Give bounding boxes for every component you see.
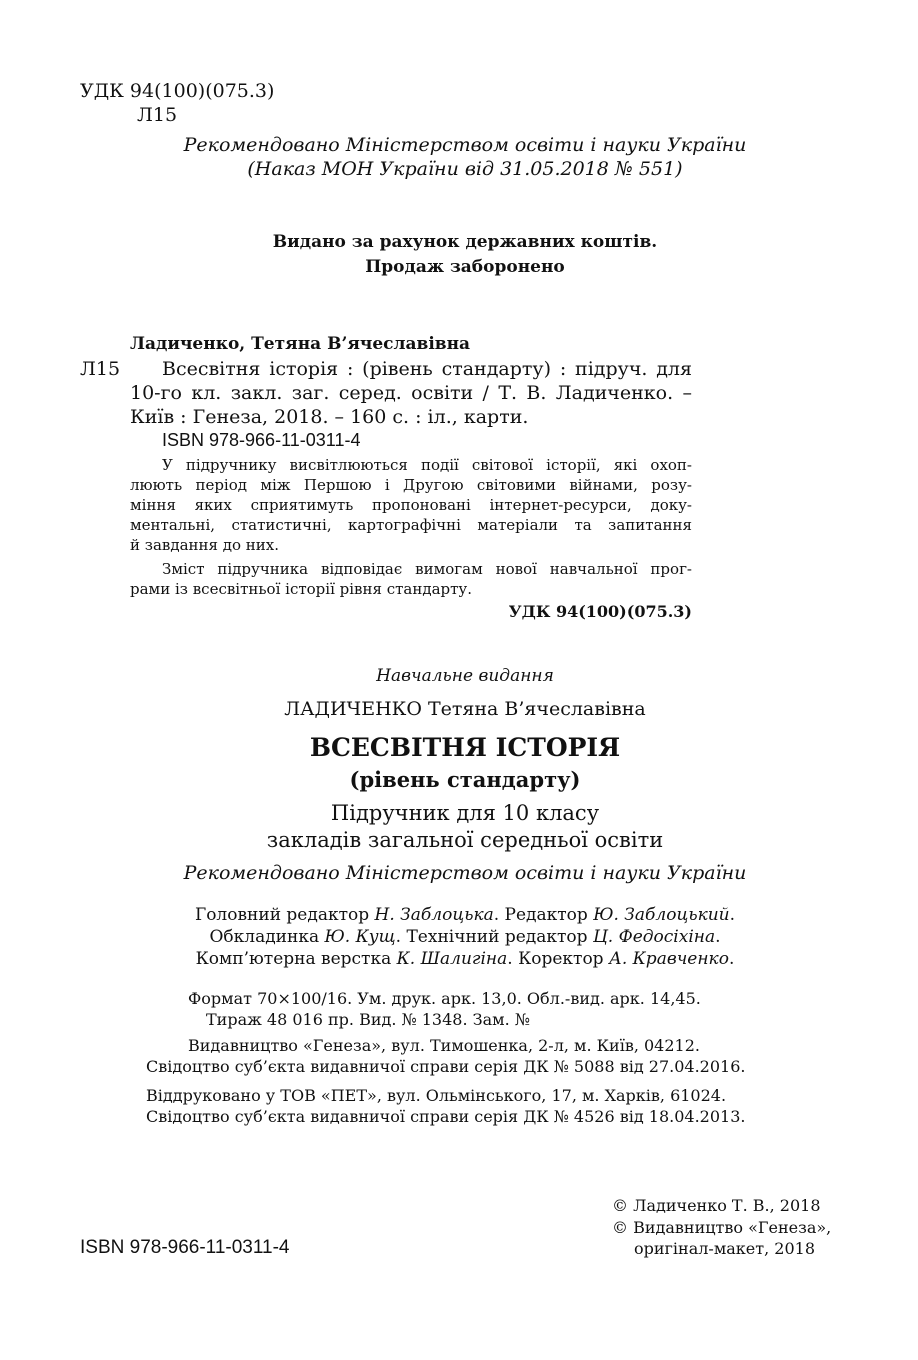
recommendation-top: Рекомендовано Міністерством освіти і науки України (183, 134, 747, 156)
biblio-isbn: ISBN 978-966-11-0311-4 (162, 430, 361, 450)
annotation-line: рами із всесвітньої історії рівня стандарту. (130, 580, 473, 598)
book-subtitle: (рівень стандарту) (349, 767, 581, 792)
annotation-line: ментальні, статистичні, картографічні матеріали та запитання (130, 516, 692, 534)
ministry-order: (Наказ МОН України від 31.05.2018 № 551) (247, 158, 683, 180)
annotation-line: міння яких сприятимуть пропоновані інтернет-ресурси, доку- (130, 496, 692, 514)
annotation-line: У підручнику висвітлюються події світової історії, які охоп- (162, 456, 692, 474)
role-label: . Редактор (493, 905, 594, 925)
biblio-index: Л15 (80, 358, 121, 380)
punctuation: . (715, 927, 721, 947)
state-funds-notice: Видано за рахунок державних коштів. (272, 232, 658, 252)
person-name: Н. Заблоцька (374, 905, 494, 925)
book-description-2: закладів загальної середньої освіти (266, 828, 664, 852)
role-label: Обкладинка (209, 927, 325, 947)
biblio-author: Ладиченко, Тетяна В’ячеславівна (130, 334, 471, 354)
format-line-1: Формат 70×100/16. Ум. друк. арк. 13,0. Обл.-вид. арк. 14,45. (188, 989, 701, 1008)
book-description-1: Підручник для 10 класу (330, 801, 600, 825)
role-label: . Коректор (507, 949, 609, 969)
person-name: К. Шалигіна (396, 949, 508, 969)
udk-code-top: УДК 94(100)(075.3) (80, 80, 275, 102)
annotation-line: люють період між Першою і Другою світовими війнами, розу- (130, 476, 692, 494)
copyright-publisher: © Видавництво «Генеза», (612, 1218, 832, 1237)
printer-line-1: Віддруковано у ТОВ «ПЕТ», вул. Ольмінського, 17, м. Харків, 61024. (146, 1086, 727, 1105)
publisher-line-2: Свідоцтво суб’єкта видавничої справи серія ДК № 5088 від 27.04.2016. (146, 1057, 746, 1076)
person-name: Ц. Федосіхіна (592, 927, 716, 947)
biblio-line-1: Всесвітня історія : (рівень стандарту) : підруч. для (162, 358, 692, 380)
annotation-line: й завдання до них. (130, 536, 279, 554)
copyright-layout: оригінал-макет, 2018 (634, 1239, 816, 1258)
staff-line-1 (140, 905, 790, 925)
person-name: Ю. Кущ (324, 927, 396, 947)
format-line-2: Тираж 48 016 пр. Вид. № 1348. Зам. № (206, 1010, 530, 1029)
staff-line-2 (140, 927, 790, 947)
punctuation: . (729, 905, 736, 925)
printer-line-2: Свідоцтво суб’єкта видавничої справи серія ДК № 4526 від 18.04.2013. (146, 1107, 746, 1126)
sale-forbidden-notice: Продаж заборонено (365, 257, 565, 277)
biblio-line-2: 10-го кл. закл. заг. серед. освіти / Т. В. Ладиченко. – (130, 382, 692, 404)
role-label: Комп’ютерна верстка (195, 949, 397, 969)
index-code-top: Л15 (137, 104, 178, 126)
publisher-line-1: Видавництво «Генеза», вул. Тимошенка, 2-л, м. Київ, 04212. (188, 1036, 700, 1055)
annotation-udk: УДК 94(100)(075.3) (508, 602, 692, 621)
recommendation-imprint: Рекомендовано Міністерством освіти і науки України (183, 862, 747, 884)
author-full-name: ЛАДИЧЕНКО Тетяна В’ячеславівна (284, 698, 646, 720)
copyright-author: © Ладиченко Т. В., 2018 (612, 1196, 821, 1215)
isbn-bottom: ISBN 978-966-11-0311-4 (80, 1237, 290, 1258)
person-name: Ю. Заблоцький (593, 905, 730, 925)
annotation-line: Зміст підручника відповідає вимогам нової навчальної прог- (162, 560, 692, 578)
role-label: . Технічний редактор (395, 927, 593, 947)
role-label: Головний редактор (194, 905, 375, 925)
edition-type: Навчальне видання (376, 666, 554, 686)
person-name: А. Кравченко (608, 949, 729, 969)
staff-line-3 (140, 949, 790, 969)
punctuation: . (728, 949, 735, 969)
book-title: ВСЕСВІТНЯ ІСТОРІЯ (309, 733, 621, 762)
biblio-line-3: Київ : Генеза, 2018. – 160 с. : іл., карти. (130, 406, 529, 428)
